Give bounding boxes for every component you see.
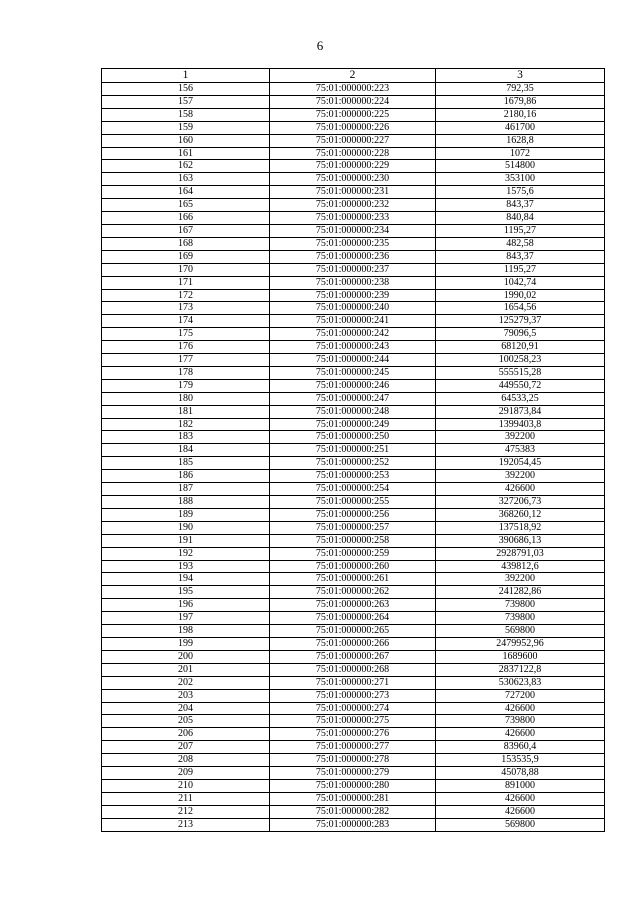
table-row: [102, 134, 605, 147]
value-cell: 426600: [436, 728, 605, 741]
row-number-cell: 171: [102, 276, 270, 289]
value-cell: 727200: [436, 689, 605, 702]
row-number-cell: 207: [102, 741, 270, 754]
value-cell: 530623,83: [436, 676, 605, 689]
row-number-cell: 186: [102, 470, 270, 483]
table-row: [102, 199, 605, 212]
table-row: [102, 341, 605, 354]
column-header-2: 2: [270, 69, 436, 83]
table-row: [102, 186, 605, 199]
value-cell: 426600: [436, 792, 605, 805]
value-cell: 368260,12: [436, 508, 605, 521]
cadastral-number-cell: 75:01:000000:278: [270, 754, 436, 767]
value-cell: 569800: [436, 625, 605, 638]
value-cell: 241282,86: [436, 586, 605, 599]
table-row: [102, 237, 605, 250]
row-number-cell: 167: [102, 224, 270, 237]
table-body: [102, 83, 605, 832]
table-row: [102, 147, 605, 160]
row-number-cell: 156: [102, 83, 270, 96]
row-number-cell: 164: [102, 186, 270, 199]
table-row: [102, 302, 605, 315]
value-cell: 1990,02: [436, 289, 605, 302]
row-number-cell: 176: [102, 341, 270, 354]
table-row: [102, 366, 605, 379]
table-row: [102, 470, 605, 483]
value-cell: 1654,56: [436, 302, 605, 315]
table-row: [102, 663, 605, 676]
cadastral-number-cell: 75:01:000000:238: [270, 276, 436, 289]
cadastral-number-cell: 75:01:000000:282: [270, 805, 436, 818]
value-cell: 843,37: [436, 250, 605, 263]
value-cell: 392200: [436, 431, 605, 444]
value-cell: 569800: [436, 818, 605, 831]
value-cell: 739800: [436, 715, 605, 728]
row-number-cell: 170: [102, 263, 270, 276]
row-number-cell: 210: [102, 779, 270, 792]
cadastral-number-cell: 75:01:000000:273: [270, 689, 436, 702]
table-row: [102, 650, 605, 663]
value-cell: 291873,84: [436, 405, 605, 418]
value-cell: 390686,13: [436, 534, 605, 547]
cadastral-number-cell: 75:01:000000:263: [270, 599, 436, 612]
row-number-cell: 203: [102, 689, 270, 702]
table-row: [102, 599, 605, 612]
cadastral-number-cell: 75:01:000000:226: [270, 121, 436, 134]
cadastral-number-cell: 75:01:000000:258: [270, 534, 436, 547]
table-row: [102, 121, 605, 134]
value-cell: 2928791,03: [436, 547, 605, 560]
value-cell: 475383: [436, 444, 605, 457]
row-number-cell: 181: [102, 405, 270, 418]
value-cell: 891000: [436, 779, 605, 792]
cadastral-number-cell: 75:01:000000:241: [270, 315, 436, 328]
table-row: [102, 328, 605, 341]
row-number-cell: 161: [102, 147, 270, 160]
table-row: [102, 483, 605, 496]
cadastral-number-cell: 75:01:000000:228: [270, 147, 436, 160]
value-cell: 1042,74: [436, 276, 605, 289]
table-row: [102, 805, 605, 818]
row-number-cell: 208: [102, 754, 270, 767]
value-cell: 192054,45: [436, 457, 605, 470]
value-cell: 153535,9: [436, 754, 605, 767]
table-row: [102, 508, 605, 521]
row-number-cell: 191: [102, 534, 270, 547]
table-row: [102, 792, 605, 805]
cadastral-number-cell: 75:01:000000:246: [270, 379, 436, 392]
row-number-cell: 189: [102, 508, 270, 521]
cadastral-number-cell: 75:01:000000:237: [270, 263, 436, 276]
row-number-cell: 160: [102, 134, 270, 147]
table-row: [102, 289, 605, 302]
value-cell: 1628,8: [436, 134, 605, 147]
cadastral-number-cell: 75:01:000000:230: [270, 173, 436, 186]
value-cell: 1679,86: [436, 95, 605, 108]
value-cell: 426600: [436, 805, 605, 818]
value-cell: 2479952,96: [436, 637, 605, 650]
table-row: [102, 818, 605, 831]
column-header-1: 1: [102, 69, 270, 83]
cadastral-number-cell: 75:01:000000:249: [270, 418, 436, 431]
row-number-cell: 163: [102, 173, 270, 186]
row-number-cell: 168: [102, 237, 270, 250]
row-number-cell: 174: [102, 315, 270, 328]
cadastral-number-cell: 75:01:000000:235: [270, 237, 436, 250]
cadastral-number-cell: 75:01:000000:267: [270, 650, 436, 663]
table-row: [102, 418, 605, 431]
cadastral-number-cell: 75:01:000000:279: [270, 767, 436, 780]
cadastral-number-cell: 75:01:000000:271: [270, 676, 436, 689]
table-row: [102, 586, 605, 599]
row-number-cell: 211: [102, 792, 270, 805]
table-header-row: [102, 69, 605, 83]
table-row: [102, 315, 605, 328]
value-cell: 1575,6: [436, 186, 605, 199]
table-row: [102, 702, 605, 715]
cadastral-number-cell: 75:01:000000:276: [270, 728, 436, 741]
row-number-cell: 177: [102, 354, 270, 367]
value-cell: 739800: [436, 599, 605, 612]
cadastral-number-cell: 75:01:000000:265: [270, 625, 436, 638]
cadastral-number-cell: 75:01:000000:251: [270, 444, 436, 457]
cadastral-number-cell: 75:01:000000:257: [270, 521, 436, 534]
cadastral-number-cell: 75:01:000000:255: [270, 496, 436, 509]
cadastral-number-cell: 75:01:000000:247: [270, 392, 436, 405]
table-row: [102, 263, 605, 276]
row-number-cell: 179: [102, 379, 270, 392]
row-number-cell: 157: [102, 95, 270, 108]
table-row: [102, 534, 605, 547]
cadastral-number-cell: 75:01:000000:280: [270, 779, 436, 792]
value-cell: 1072: [436, 147, 605, 160]
row-number-cell: 178: [102, 366, 270, 379]
cadastral-number-cell: 75:01:000000:224: [270, 95, 436, 108]
row-number-cell: 192: [102, 547, 270, 560]
value-cell: 125279,37: [436, 315, 605, 328]
row-number-cell: 169: [102, 250, 270, 263]
value-cell: 2837122,8: [436, 663, 605, 676]
page-number: 6: [316, 38, 324, 53]
table-row: [102, 573, 605, 586]
table-row: [102, 250, 605, 263]
value-cell: 449550,72: [436, 379, 605, 392]
table-row: [102, 625, 605, 638]
table-row: [102, 612, 605, 625]
cadastral-number-cell: 75:01:000000:268: [270, 663, 436, 676]
row-number-cell: 172: [102, 289, 270, 302]
value-cell: 327206,73: [436, 496, 605, 509]
table-row: [102, 95, 605, 108]
row-number-cell: 187: [102, 483, 270, 496]
row-number-cell: 201: [102, 663, 270, 676]
cadastral-number-cell: 75:01:000000:229: [270, 160, 436, 173]
value-cell: 514800: [436, 160, 605, 173]
cadastral-number-cell: 75:01:000000:266: [270, 637, 436, 650]
table-row: [102, 276, 605, 289]
row-number-cell: 182: [102, 418, 270, 431]
row-number-cell: 180: [102, 392, 270, 405]
cadastral-number-cell: 75:01:000000:264: [270, 612, 436, 625]
cadastral-number-cell: 75:01:000000:259: [270, 547, 436, 560]
cadastral-number-cell: 75:01:000000:223: [270, 83, 436, 96]
data-table: [101, 68, 605, 832]
cadastral-number-cell: 75:01:000000:262: [270, 586, 436, 599]
cadastral-number-cell: 75:01:000000:231: [270, 186, 436, 199]
row-number-cell: 175: [102, 328, 270, 341]
row-number-cell: 185: [102, 457, 270, 470]
row-number-cell: 162: [102, 160, 270, 173]
table-row: [102, 444, 605, 457]
row-number-cell: 173: [102, 302, 270, 315]
table-row: [102, 405, 605, 418]
row-number-cell: 188: [102, 496, 270, 509]
cadastral-number-cell: 75:01:000000:245: [270, 366, 436, 379]
cadastral-number-cell: 75:01:000000:252: [270, 457, 436, 470]
table-row: [102, 521, 605, 534]
row-number-cell: 205: [102, 715, 270, 728]
row-number-cell: 195: [102, 586, 270, 599]
row-number-cell: 183: [102, 431, 270, 444]
row-number-cell: 190: [102, 521, 270, 534]
value-cell: 439812,6: [436, 560, 605, 573]
row-number-cell: 159: [102, 121, 270, 134]
row-number-cell: 184: [102, 444, 270, 457]
value-cell: 426600: [436, 483, 605, 496]
table-row: [102, 108, 605, 121]
value-cell: 1689600: [436, 650, 605, 663]
cadastral-number-cell: 75:01:000000:234: [270, 224, 436, 237]
table-row: [102, 547, 605, 560]
row-number-cell: 213: [102, 818, 270, 831]
table-row: [102, 160, 605, 173]
value-cell: 392200: [436, 573, 605, 586]
row-number-cell: 194: [102, 573, 270, 586]
row-number-cell: 197: [102, 612, 270, 625]
row-number-cell: 200: [102, 650, 270, 663]
cadastral-number-cell: 75:01:000000:261: [270, 573, 436, 586]
cadastral-number-cell: 75:01:000000:225: [270, 108, 436, 121]
value-cell: 1195,27: [436, 224, 605, 237]
value-cell: 392200: [436, 470, 605, 483]
value-cell: 68120,91: [436, 341, 605, 354]
table-row: [102, 212, 605, 225]
value-cell: 792,35: [436, 83, 605, 96]
cadastral-number-cell: 75:01:000000:274: [270, 702, 436, 715]
value-cell: 100258,23: [436, 354, 605, 367]
cadastral-number-cell: 75:01:000000:275: [270, 715, 436, 728]
table-row: [102, 689, 605, 702]
cadastral-number-cell: 75:01:000000:233: [270, 212, 436, 225]
cadastral-number-cell: 75:01:000000:277: [270, 741, 436, 754]
table-row: [102, 676, 605, 689]
row-number-cell: 196: [102, 599, 270, 612]
cadastral-number-cell: 75:01:000000:253: [270, 470, 436, 483]
column-header-3: 3: [436, 69, 605, 83]
row-number-cell: 165: [102, 199, 270, 212]
table-row: [102, 392, 605, 405]
cadastral-number-cell: 75:01:000000:242: [270, 328, 436, 341]
value-cell: 426600: [436, 702, 605, 715]
row-number-cell: 166: [102, 212, 270, 225]
cadastral-number-cell: 75:01:000000:232: [270, 199, 436, 212]
table-row: [102, 560, 605, 573]
table-row: [102, 431, 605, 444]
cadastral-number-cell: 75:01:000000:281: [270, 792, 436, 805]
cadastral-number-cell: 75:01:000000:236: [270, 250, 436, 263]
table-row: [102, 83, 605, 96]
row-number-cell: 158: [102, 108, 270, 121]
value-cell: 843,37: [436, 199, 605, 212]
cadastral-number-cell: 75:01:000000:243: [270, 341, 436, 354]
value-cell: 555515,28: [436, 366, 605, 379]
row-number-cell: 212: [102, 805, 270, 818]
cadastral-number-cell: 75:01:000000:256: [270, 508, 436, 521]
table-row: [102, 767, 605, 780]
table-row: [102, 224, 605, 237]
table-row: [102, 379, 605, 392]
table-row: [102, 715, 605, 728]
value-cell: 739800: [436, 612, 605, 625]
cadastral-number-cell: 75:01:000000:250: [270, 431, 436, 444]
table-row: [102, 779, 605, 792]
cadastral-number-cell: 75:01:000000:239: [270, 289, 436, 302]
value-cell: 79096,5: [436, 328, 605, 341]
row-number-cell: 198: [102, 625, 270, 638]
value-cell: 353100: [436, 173, 605, 186]
row-number-cell: 193: [102, 560, 270, 573]
cadastral-number-cell: 75:01:000000:240: [270, 302, 436, 315]
value-cell: 83960,4: [436, 741, 605, 754]
row-number-cell: 202: [102, 676, 270, 689]
value-cell: 137518,92: [436, 521, 605, 534]
table-row: [102, 354, 605, 367]
value-cell: 461700: [436, 121, 605, 134]
cadastral-number-cell: 75:01:000000:227: [270, 134, 436, 147]
table-row: [102, 637, 605, 650]
value-cell: 840,84: [436, 212, 605, 225]
cadastral-number-cell: 75:01:000000:260: [270, 560, 436, 573]
cadastral-number-cell: 75:01:000000:248: [270, 405, 436, 418]
row-number-cell: 204: [102, 702, 270, 715]
cadastral-number-cell: 75:01:000000:283: [270, 818, 436, 831]
table-row: [102, 741, 605, 754]
value-cell: 45078,88: [436, 767, 605, 780]
table-row: [102, 754, 605, 767]
table-row: [102, 457, 605, 470]
value-cell: 1399403,8: [436, 418, 605, 431]
value-cell: 64533,25: [436, 392, 605, 405]
cadastral-number-cell: 75:01:000000:244: [270, 354, 436, 367]
value-cell: 482,58: [436, 237, 605, 250]
row-number-cell: 209: [102, 767, 270, 780]
value-cell: 1195,27: [436, 263, 605, 276]
table-row: [102, 496, 605, 509]
row-number-cell: 206: [102, 728, 270, 741]
row-number-cell: 199: [102, 637, 270, 650]
table-row: [102, 728, 605, 741]
cadastral-number-cell: 75:01:000000:254: [270, 483, 436, 496]
value-cell: 2180,16: [436, 108, 605, 121]
table-row: [102, 173, 605, 186]
